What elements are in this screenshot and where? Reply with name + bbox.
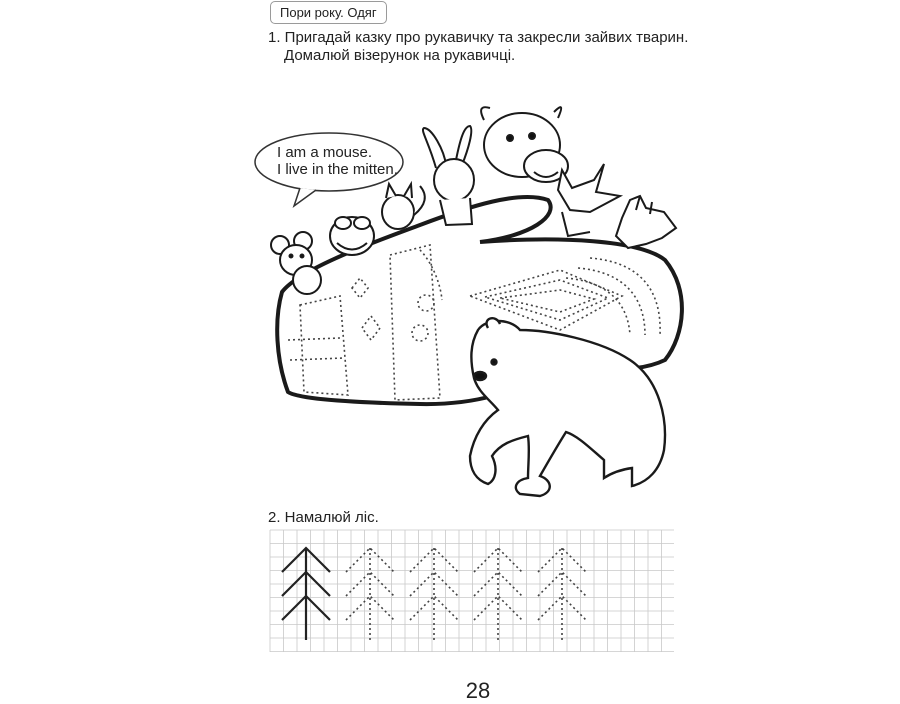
task-2-title: 2. Намалюй ліс. (268, 509, 379, 526)
wolf-drawing (616, 196, 676, 248)
squirrel-drawing (382, 184, 425, 229)
sample-tree (282, 548, 330, 640)
frog-drawing (330, 217, 374, 255)
page-number: 28 (465, 678, 491, 703)
drawing-grid (270, 530, 674, 652)
speech-bubble-text (277, 144, 398, 178)
task-1-line-1: 1. Пригадай казку про рукавичку та закресли зайвих тварин. (268, 29, 689, 46)
dotted-trees (346, 548, 586, 640)
hare-drawing (423, 126, 474, 225)
speech-line-2: I live in the mitten. (277, 161, 398, 178)
task-1-line-2: Домалюй візерунок на рукавичці. (284, 47, 516, 64)
topic-tag: Пори року. Одяг (270, 1, 387, 24)
goat-drawing (481, 107, 568, 182)
mouse-drawing (271, 232, 321, 294)
speech-line-1: I am a mouse. (277, 144, 373, 161)
fox-drawing (558, 164, 620, 236)
